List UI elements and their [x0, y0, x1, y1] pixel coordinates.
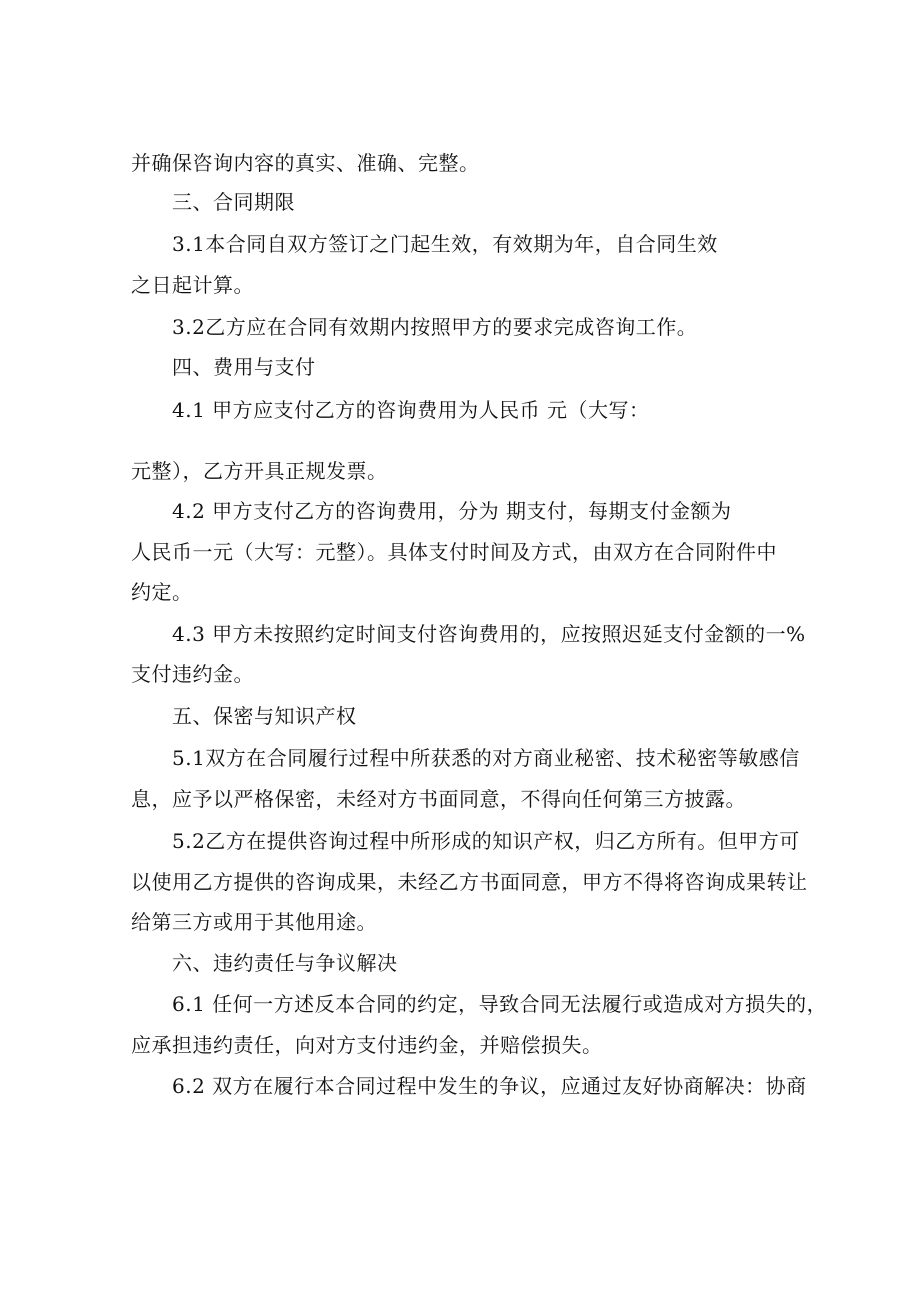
paragraph-line: 人民币一元（大写：元整）。具体支付时间及方式，由双方在合同附件中 — [131, 540, 777, 564]
paragraph-line: 支付违约金。 — [131, 662, 254, 686]
paragraph-line: 之日起计算。 — [131, 273, 254, 297]
paragraph-line: 约定。 — [131, 580, 193, 604]
clause-line: 4.1 甲方应支付乙方的咨询费用为人民币 元（大写： — [172, 398, 650, 422]
paragraph-line: 应承担违约责任，向对方支付违约金，并赔偿损失。 — [131, 1033, 603, 1057]
section-heading: 五、保密与知识产权 — [172, 704, 357, 728]
clause-line: 3.2乙方应在合同有效期内按照甲方的要求完成咨询工作。 — [172, 315, 698, 339]
paragraph-line: 以使用乙方提供的咨询成果，未经乙方书面同意，甲方不得将咨询成果转让 — [131, 870, 808, 894]
clause-line: 4.3 甲方未按照约定时间支付咨询费用的，应按照迟延支付金额的一% — [172, 622, 806, 646]
paragraph-line: 并确保咨询内容的真实、准确、完整。 — [131, 151, 480, 175]
section-heading: 四、费用与支付 — [172, 355, 316, 379]
section-heading: 三、合同期限 — [172, 190, 295, 214]
paragraph-line: 元整），乙方开具正规发票。 — [131, 459, 388, 483]
section-heading: 六、违约责任与争议解决 — [172, 951, 398, 975]
paragraph-line: 给第三方或用于其他用途。 — [131, 910, 377, 934]
paragraph-line: 息，应予以严格保密，未经对方书面同意，不得向任何第三方披露。 — [131, 787, 746, 811]
clause-line: 6.1 任何一方述反本合同的约定，导致合同无法履行或造成对方损失的， — [172, 992, 828, 1016]
clause-line: 4.2 甲方支付乙方的咨询费用，分为 期支付，每期支付金额为 — [172, 499, 732, 523]
clause-line: 3.1本合同自双方签订之门起生效，有效期为年，自合同生效 — [172, 232, 718, 256]
clause-line: 5.1双方在合同履行过程中所获悉的对方商业秘密、技术秘密等敏感信 — [172, 746, 800, 770]
clause-line: 6.2 双方在履行本合同过程中发生的争议，应通过友好协商解决：协商 — [172, 1074, 807, 1098]
clause-line: 5.2乙方在提供咨询过程中所形成的知识产权，归乙方所有。但甲方可 — [172, 829, 800, 853]
